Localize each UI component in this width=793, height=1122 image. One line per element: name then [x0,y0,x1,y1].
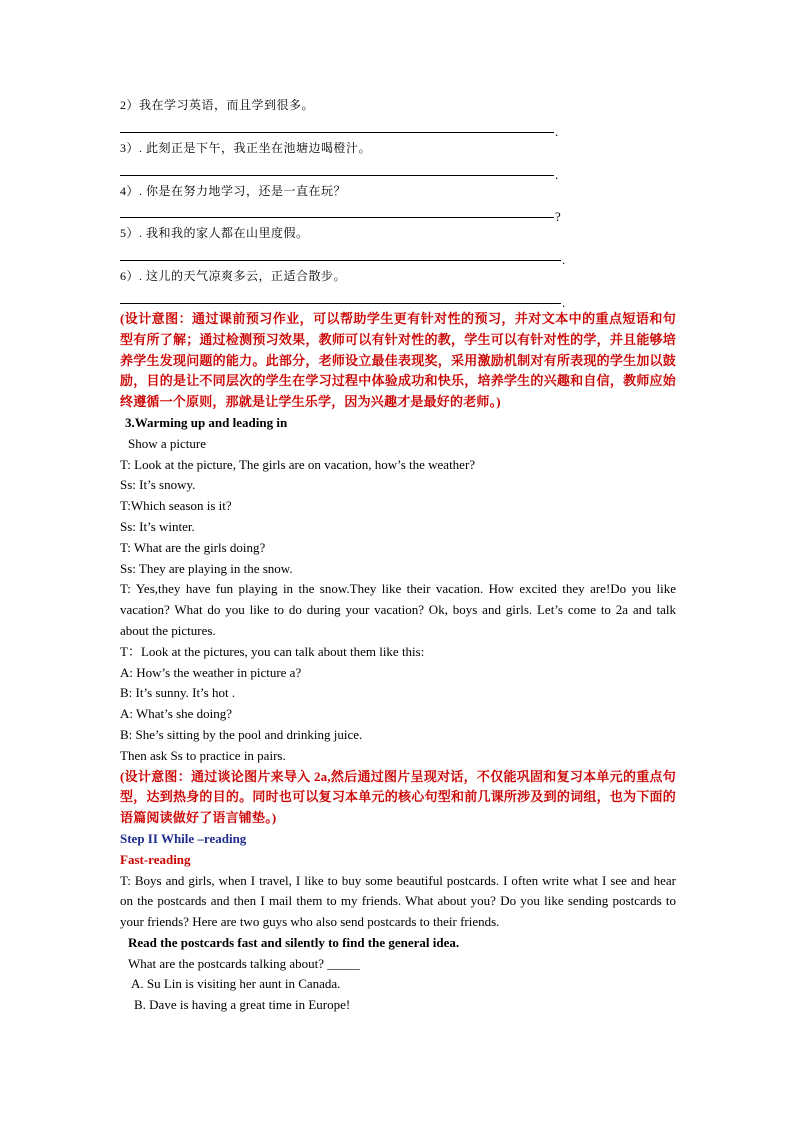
sentence-2: 2）我在学习英语，而且学到很多。 [120,98,315,112]
task-instruction: Read the postcards fast and silently to find the general idea. [128,934,460,950]
question-line: What are the postcards talking about? _____ [128,955,360,971]
step2-paragraph: T: Boys and girls, when I travel, I like to buy some beautiful postcards. I often write what I see and hear on the postcards and then I mail them to my friends. What about you? Do you like sending postcards to your friends? Here are two guys who also send postcards to their friends. [120,872,676,930]
show-picture: Show a picture [128,435,206,451]
dialogue-line: T：Look at the pictures, you can talk about them like this: [120,643,425,659]
sentence-4: 4）. 你是在努力地学习，还是一直在玩？ [120,183,347,198]
dialogue-line: T: Look at the picture, The girls are on vacation, how’s the weather? [120,456,476,472]
dialogue-line: Ss: It’s winter. [120,518,195,534]
fast-reading-heading: Fast-reading [120,851,191,867]
teacher-paragraph: T: Yes,they have fun playing in the snow.They like their vacation. How excited they are!Do you like vacation? What do you like to do during your vacation? Ok, boys and girls. Let’s come to 2a and talk about the pictures. [120,581,676,638]
sentence-6: 6）. 这儿的天气凉爽多云，正适合散步。 [120,269,347,284]
dialogue-line: A: What’s she doing? [120,706,233,722]
warmup-heading: 3.Warming up and leading in [125,414,288,430]
dialogue-line: Ss: It’s snowy. [120,477,196,493]
step2-heading: Step II While –reading [120,830,247,846]
sentence-5: 5）. 我和我的家人都在山里度假。 [120,226,309,241]
answer-line-4[interactable]: ? [120,201,676,223]
dialogue-line: Then ask Ss to practice in pairs. [120,747,286,763]
dialogue-line: T: What are the girls doing? [120,539,266,555]
dialogue-line: B: It’s sunny. It’s hot . [120,685,236,701]
dialogue-line: Ss: They are playing in the snow. [120,560,293,576]
design-intent-note-1: (设计意图：通过课前预习作业，可以帮助学生更有针对性的预习，并对文本中的重点短语和句型有所了解；通过检测预习效果，教师可以有针对性的教，学生可以有针对性的学，并且能够培养学生发现问题的能力。此部分，老师设立最佳表现奖，采用激励机制对有所表现的学生加以鼓励，目的是让不同层次的学生在学习过程中体验成功和快乐，培养学生的兴趣和自信，教师应始终遵循一个原则，那就是让学生乐学，因为兴趣才是最好的老师。) [120,310,676,410]
sentence-3: 3）. 此刻正是下午，我正坐在池塘边喝橙汁。 [120,140,372,155]
option-a: A. Su Lin is visiting her aunt in Canada. [131,976,341,992]
answer-line-6[interactable]: . [120,287,676,309]
design-intent-note-2: (设计意图：通过谈论图片来导入 2a,然后通过图片呈现对话，不仅能巩固和复习本单元的重点句型，达到热身的目的。同时也可以复习本单元的核心句型和前几课所涉及到的词组，也为下面的语篇阅读做好了语言铺垫。) [120,768,676,826]
option-b: B. Dave is having a great time in Europe! [134,997,351,1013]
dialogue-line: T:Which season is it? [120,498,232,514]
answer-line-5[interactable]: . [120,244,676,266]
answer-line-3[interactable]: . [120,159,676,181]
document-page [120,95,676,1016]
dialogue-line: A: How’s the weather in picture a? [120,664,302,680]
answer-line-2[interactable]: . [120,116,676,138]
dialogue-line: B: She’s sitting by the pool and drinking juice. [120,726,363,742]
